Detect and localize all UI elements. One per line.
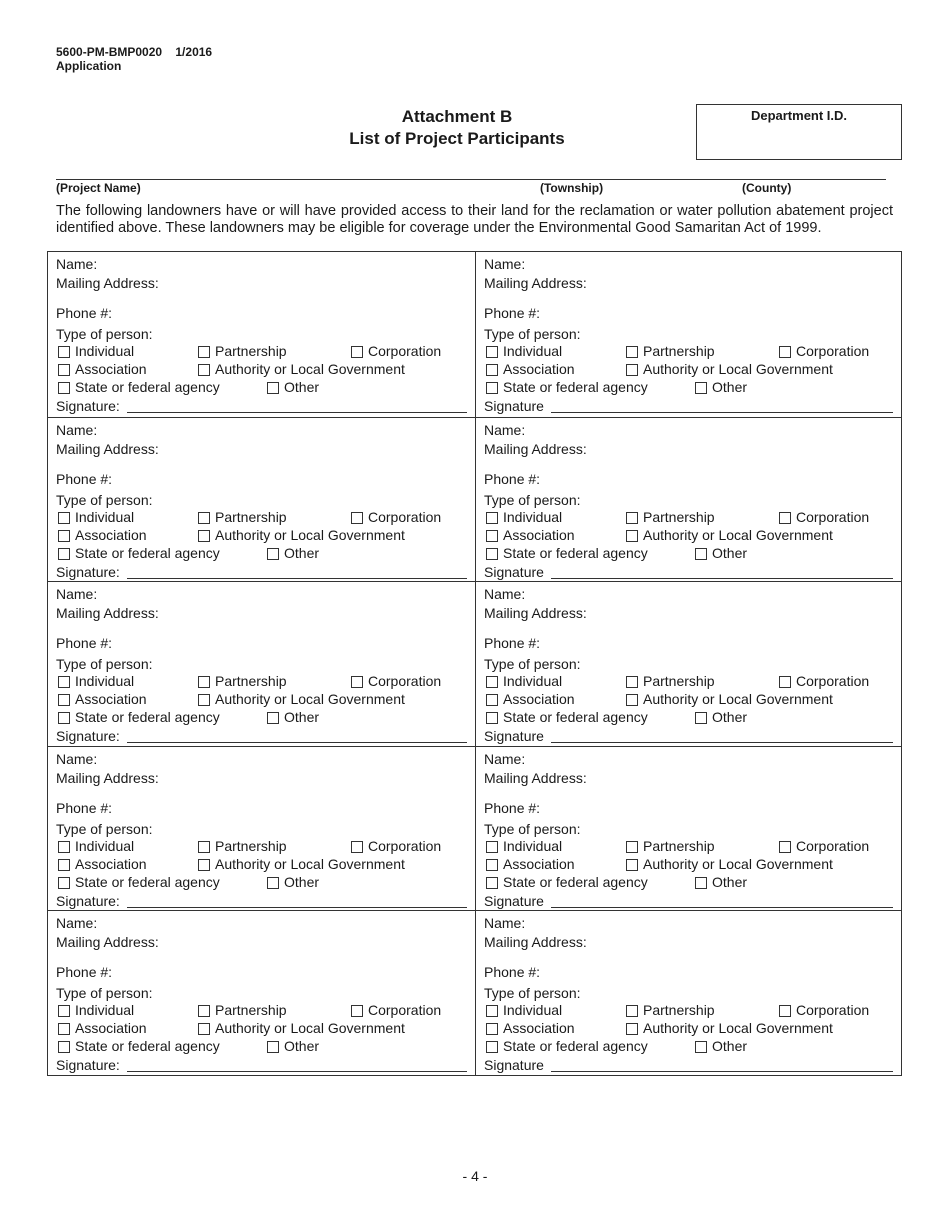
authority-option[interactable]: Authority or Local Government <box>626 691 833 707</box>
state-federal-checkbox[interactable] <box>58 1041 70 1053</box>
name-label: Name: <box>484 256 526 272</box>
participant-block <box>48 417 476 582</box>
partnership-checkbox[interactable] <box>626 346 638 358</box>
participant-block <box>476 252 901 417</box>
signature-label: Signature: <box>56 728 120 745</box>
authority-option[interactable]: Authority or Local Government <box>626 856 833 872</box>
partnership-option[interactable]: Partnership <box>198 509 287 525</box>
participant-block <box>476 581 901 746</box>
authority-option[interactable]: Authority or Local Government <box>198 1020 405 1036</box>
authority-option[interactable]: Authority or Local Government <box>198 856 405 872</box>
mailing-address-label: Mailing Address: <box>56 605 159 622</box>
corporation-checkbox[interactable] <box>351 841 363 853</box>
title-line-1: Attachment B <box>401 107 513 126</box>
name-label: Name: <box>484 421 526 438</box>
individual-checkbox[interactable] <box>486 841 498 853</box>
individual-option[interactable]: Individual <box>486 1002 562 1018</box>
phone-label: Phone #: <box>56 305 113 321</box>
corporation-checkbox[interactable] <box>779 346 791 358</box>
association-option[interactable]: Association <box>486 691 575 707</box>
corporation-option[interactable]: Corporation <box>351 343 441 359</box>
other-option[interactable]: Other <box>267 1038 319 1054</box>
name-label: Name: <box>484 750 526 767</box>
signature-label: Signature <box>484 892 544 909</box>
other-option[interactable]: Other <box>267 379 319 395</box>
signature-line[interactable] <box>551 907 893 908</box>
type-of-person-label: Type of person: <box>56 326 153 342</box>
partnership-checkbox[interactable] <box>198 676 210 688</box>
authority-checkbox[interactable] <box>198 859 210 871</box>
other-checkbox[interactable] <box>695 1041 707 1053</box>
type-of-person-label: Type of person: <box>56 491 153 508</box>
type-of-person-label: Type of person: <box>484 326 581 342</box>
signature-line[interactable] <box>127 907 467 908</box>
association-option[interactable]: Association <box>486 856 575 872</box>
individual-checkbox[interactable] <box>58 512 70 524</box>
state-federal-option[interactable]: State or federal agency <box>486 379 648 395</box>
other-checkbox[interactable] <box>695 712 707 724</box>
department-id-box[interactable] <box>696 104 902 160</box>
partnership-option[interactable]: Partnership <box>626 673 715 689</box>
state-federal-option[interactable]: State or federal agency <box>486 709 648 725</box>
signature-label: Signature: <box>56 563 120 580</box>
project-name-label: (Project Name) <box>56 181 141 195</box>
authority-checkbox[interactable] <box>198 694 210 706</box>
title-line-2: List of Project Participants <box>349 129 565 148</box>
association-option[interactable]: Association <box>58 361 147 377</box>
signature-label: Signature: <box>56 398 120 414</box>
individual-option[interactable]: Individual <box>486 509 562 525</box>
county-label: (County) <box>742 181 792 195</box>
corporation-option[interactable]: Corporation <box>779 838 869 854</box>
authority-checkbox[interactable] <box>198 530 210 542</box>
partnership-checkbox[interactable] <box>198 346 210 358</box>
authority-checkbox[interactable] <box>626 530 638 542</box>
partnership-option[interactable]: Partnership <box>198 343 287 359</box>
type-of-person-label: Type of person: <box>484 491 581 508</box>
type-of-person-label: Type of person: <box>56 656 153 673</box>
type-of-person-label: Type of person: <box>56 820 153 837</box>
township-label: (Township) <box>540 181 604 195</box>
mailing-address-label: Mailing Address: <box>56 440 159 457</box>
state-federal-option[interactable]: State or federal agency <box>58 545 220 561</box>
form-header <box>56 45 212 73</box>
state-federal-checkbox[interactable] <box>58 877 70 889</box>
signature-line[interactable] <box>127 578 467 579</box>
association-option[interactable]: Association <box>58 527 147 543</box>
department-id-label: Department I.D. <box>750 108 848 123</box>
participant-block <box>476 417 901 582</box>
other-option[interactable]: Other <box>267 709 319 725</box>
state-federal-option[interactable]: State or federal agency <box>486 1038 648 1054</box>
corporation-checkbox[interactable] <box>351 1005 363 1017</box>
signature-label: Signature <box>484 1057 544 1074</box>
phone-label: Phone #: <box>484 799 541 816</box>
corporation-option[interactable]: Corporation <box>351 1002 441 1018</box>
mailing-address-label: Mailing Address: <box>56 769 159 786</box>
individual-checkbox[interactable] <box>486 512 498 524</box>
authority-option[interactable]: Authority or Local Government <box>198 691 405 707</box>
individual-checkbox[interactable] <box>58 676 70 688</box>
type-of-person-label: Type of person: <box>56 985 153 1002</box>
corporation-checkbox[interactable] <box>351 676 363 688</box>
type-of-person-label: Type of person: <box>484 820 581 837</box>
authority-checkbox[interactable] <box>626 364 638 376</box>
other-checkbox[interactable] <box>267 1041 279 1053</box>
state-federal-checkbox[interactable] <box>58 712 70 724</box>
state-federal-checkbox[interactable] <box>486 382 498 394</box>
authority-checkbox[interactable] <box>198 364 210 376</box>
other-option[interactable]: Other <box>695 874 747 890</box>
corporation-option[interactable]: Corporation <box>351 838 441 854</box>
mailing-address-label: Mailing Address: <box>484 769 587 786</box>
association-checkbox[interactable] <box>58 694 70 706</box>
individual-checkbox[interactable] <box>486 676 498 688</box>
phone-label: Phone #: <box>484 470 541 487</box>
individual-option[interactable]: Individual <box>58 509 134 525</box>
state-federal-checkbox[interactable] <box>486 1041 498 1053</box>
partnership-checkbox[interactable] <box>626 841 638 853</box>
authority-option[interactable]: Authority or Local Government <box>626 527 833 543</box>
corporation-option[interactable]: Corporation <box>779 673 869 689</box>
state-federal-checkbox[interactable] <box>486 712 498 724</box>
corporation-checkbox[interactable] <box>779 512 791 524</box>
name-label: Name: <box>484 586 526 603</box>
mailing-address-label: Mailing Address: <box>484 934 587 951</box>
participant-block <box>476 910 901 1075</box>
state-federal-checkbox[interactable] <box>486 877 498 889</box>
signature-line[interactable] <box>127 412 467 413</box>
association-checkbox[interactable] <box>58 530 70 542</box>
state-federal-option[interactable]: State or federal agency <box>58 709 220 725</box>
association-option[interactable]: Association <box>486 527 575 543</box>
association-checkbox[interactable] <box>58 364 70 376</box>
mailing-address-label: Mailing Address: <box>484 440 587 457</box>
partnership-checkbox[interactable] <box>198 1005 210 1017</box>
page-title <box>257 106 657 150</box>
other-checkbox[interactable] <box>695 548 707 560</box>
participant-block <box>48 746 476 911</box>
other-checkbox[interactable] <box>695 877 707 889</box>
association-checkbox[interactable] <box>58 1023 70 1035</box>
phone-label: Phone #: <box>56 635 113 652</box>
corporation-option[interactable]: Corporation <box>351 673 441 689</box>
other-option[interactable]: Other <box>695 709 747 725</box>
authority-option[interactable]: Authority or Local Government <box>198 527 405 543</box>
signature-line[interactable] <box>551 578 893 579</box>
individual-checkbox[interactable] <box>486 346 498 358</box>
individual-option[interactable]: Individual <box>58 838 134 854</box>
signature-label: Signature <box>484 398 544 414</box>
participant-block <box>48 910 476 1075</box>
partnership-checkbox[interactable] <box>198 841 210 853</box>
participant-block <box>48 581 476 746</box>
phone-label: Phone #: <box>56 799 113 816</box>
participant-block <box>48 252 476 417</box>
partnership-option[interactable]: Partnership <box>198 838 287 854</box>
name-label: Name: <box>56 750 98 767</box>
mailing-address-label: Mailing Address: <box>56 275 159 291</box>
state-federal-option[interactable]: State or federal agency <box>58 874 220 890</box>
other-checkbox[interactable] <box>267 877 279 889</box>
other-checkbox[interactable] <box>267 382 279 394</box>
corporation-checkbox[interactable] <box>351 346 363 358</box>
association-option[interactable]: Association <box>58 1020 147 1036</box>
state-federal-checkbox[interactable] <box>58 548 70 560</box>
individual-option[interactable]: Individual <box>58 1002 134 1018</box>
corporation-option[interactable]: Corporation <box>779 509 869 525</box>
state-federal-option[interactable]: State or federal agency <box>486 874 648 890</box>
authority-option[interactable]: Authority or Local Government <box>626 1020 833 1036</box>
phone-label: Phone #: <box>56 964 113 981</box>
state-federal-option[interactable]: State or federal agency <box>58 1038 220 1054</box>
signature-line[interactable] <box>551 1071 893 1072</box>
corporation-option[interactable]: Corporation <box>779 343 869 359</box>
individual-option[interactable]: Individual <box>58 343 134 359</box>
participants-grid <box>47 251 902 1076</box>
individual-checkbox[interactable] <box>58 1005 70 1017</box>
name-label: Name: <box>56 256 98 272</box>
signature-line[interactable] <box>551 412 893 413</box>
individual-checkbox[interactable] <box>486 1005 498 1017</box>
phone-label: Phone #: <box>484 305 541 321</box>
association-checkbox[interactable] <box>486 694 498 706</box>
individual-option[interactable]: Individual <box>486 673 562 689</box>
partnership-option[interactable]: Partnership <box>626 838 715 854</box>
association-checkbox[interactable] <box>486 364 498 376</box>
other-checkbox[interactable] <box>267 712 279 724</box>
page-number: - 4 - <box>462 1168 488 1184</box>
signature-line[interactable] <box>127 742 467 743</box>
intro-paragraph: The following landowners have or will have provided access to their land for the reclamation or water pollution abatement project identified above. These landowners may be eligible for coverage under the Environmental Good Samaritan Act of 1999. <box>56 203 893 236</box>
partnership-checkbox[interactable] <box>626 676 638 688</box>
other-option[interactable]: Other <box>267 874 319 890</box>
partnership-option[interactable]: Partnership <box>626 1002 715 1018</box>
state-federal-option[interactable]: State or federal agency <box>486 545 648 561</box>
authority-checkbox[interactable] <box>198 1023 210 1035</box>
phone-label: Phone #: <box>484 635 541 652</box>
individual-option[interactable]: Individual <box>486 343 562 359</box>
phone-label: Phone #: <box>484 964 541 981</box>
association-checkbox[interactable] <box>58 859 70 871</box>
association-checkbox[interactable] <box>486 530 498 542</box>
association-option[interactable]: Association <box>58 856 147 872</box>
name-label: Name: <box>56 421 98 438</box>
partnership-checkbox[interactable] <box>626 1005 638 1017</box>
name-label: Name: <box>484 915 526 932</box>
authority-checkbox[interactable] <box>626 1023 638 1035</box>
signature-label: Signature <box>484 563 544 580</box>
corporation-checkbox[interactable] <box>779 676 791 688</box>
type-of-person-label: Type of person: <box>484 985 581 1002</box>
form-type: Application <box>56 59 122 73</box>
corporation-checkbox[interactable] <box>779 1005 791 1017</box>
individual-option[interactable]: Individual <box>58 673 134 689</box>
corporation-option[interactable]: Corporation <box>779 1002 869 1018</box>
participant-block <box>476 746 901 911</box>
association-checkbox[interactable] <box>486 1023 498 1035</box>
mailing-address-label: Mailing Address: <box>484 605 587 622</box>
partnership-checkbox[interactable] <box>626 512 638 524</box>
partnership-option[interactable]: Partnership <box>626 343 715 359</box>
state-federal-checkbox[interactable] <box>58 382 70 394</box>
signature-label: Signature: <box>56 892 120 909</box>
phone-label: Phone #: <box>56 470 113 487</box>
association-checkbox[interactable] <box>486 859 498 871</box>
authority-checkbox[interactable] <box>626 859 638 871</box>
association-option[interactable]: Association <box>58 691 147 707</box>
other-option[interactable]: Other <box>695 1038 747 1054</box>
other-option[interactable]: Other <box>695 545 747 561</box>
authority-option[interactable]: Authority or Local Government <box>198 361 405 377</box>
mailing-address-label: Mailing Address: <box>56 934 159 951</box>
name-label: Name: <box>56 915 98 932</box>
signature-line[interactable] <box>127 1071 467 1072</box>
individual-checkbox[interactable] <box>58 346 70 358</box>
project-info-line[interactable] <box>56 179 886 180</box>
state-federal-option[interactable]: State or federal agency <box>58 379 220 395</box>
partnership-option[interactable]: Partnership <box>198 673 287 689</box>
partnership-checkbox[interactable] <box>198 512 210 524</box>
signature-label: Signature: <box>56 1057 120 1074</box>
type-of-person-label: Type of person: <box>484 656 581 673</box>
name-label: Name: <box>56 586 98 603</box>
authority-option[interactable]: Authority or Local Government <box>626 361 833 377</box>
form-code: 5600-PM-BMP0020 1/2016 <box>56 45 213 59</box>
other-checkbox[interactable] <box>267 548 279 560</box>
individual-option[interactable]: Individual <box>486 838 562 854</box>
corporation-checkbox[interactable] <box>779 841 791 853</box>
other-option[interactable]: Other <box>267 545 319 561</box>
corporation-checkbox[interactable] <box>351 512 363 524</box>
other-option[interactable]: Other <box>695 379 747 395</box>
association-option[interactable]: Association <box>486 1020 575 1036</box>
individual-checkbox[interactable] <box>58 841 70 853</box>
authority-checkbox[interactable] <box>626 694 638 706</box>
signature-line[interactable] <box>551 742 893 743</box>
partnership-option[interactable]: Partnership <box>626 509 715 525</box>
mailing-address-label: Mailing Address: <box>484 275 587 291</box>
corporation-option[interactable]: Corporation <box>351 509 441 525</box>
state-federal-checkbox[interactable] <box>486 548 498 560</box>
signature-label: Signature <box>484 728 544 745</box>
other-checkbox[interactable] <box>695 382 707 394</box>
association-option[interactable]: Association <box>486 361 575 377</box>
partnership-option[interactable]: Partnership <box>198 1002 287 1018</box>
